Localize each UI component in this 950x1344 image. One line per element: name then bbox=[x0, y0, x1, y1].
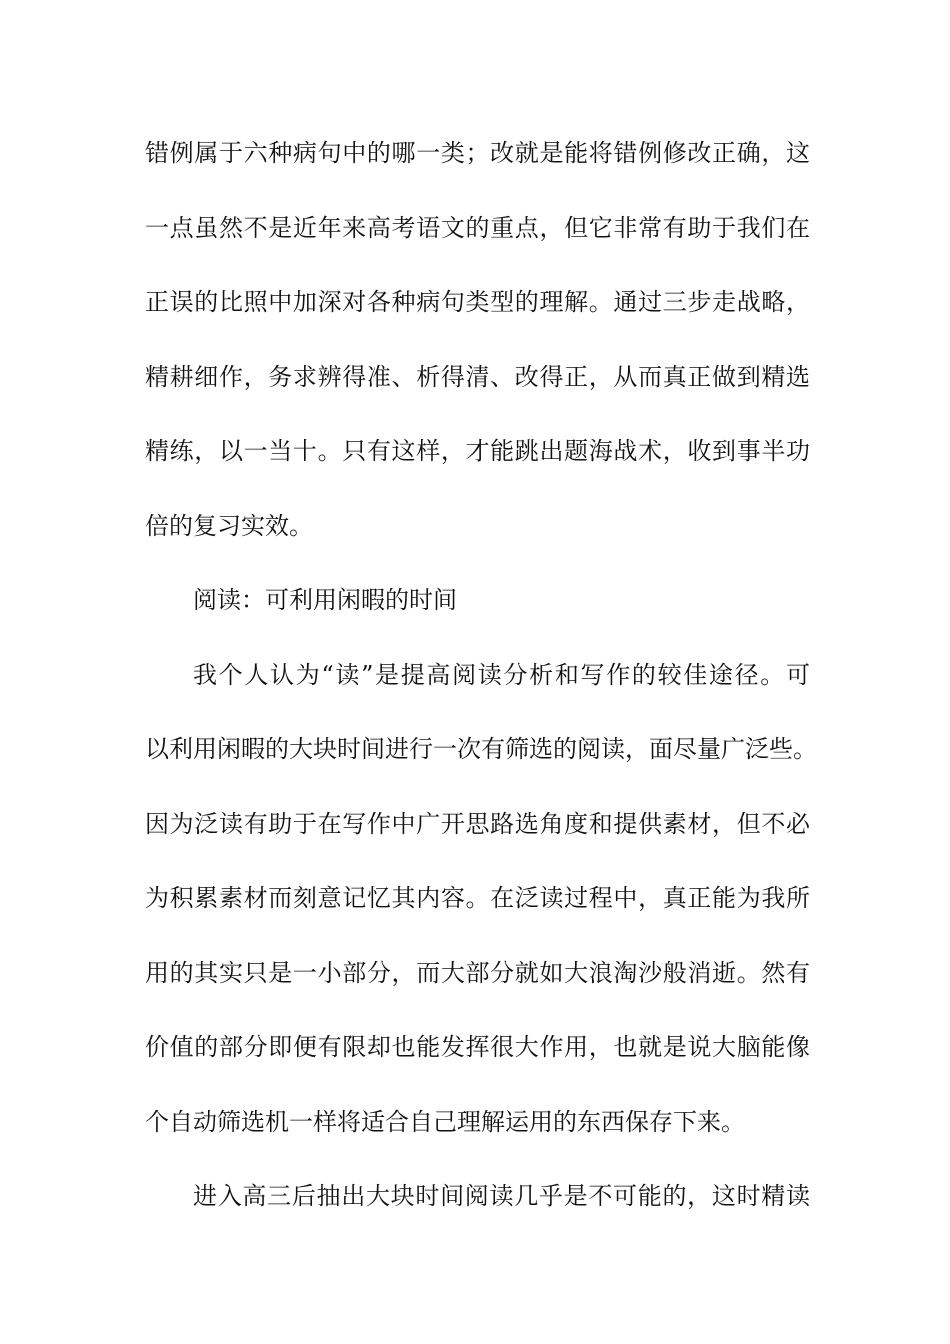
text-line: 精耕细作，务求辨得准、析得清、改得正，从而真正做到精选 bbox=[145, 362, 810, 391]
text-line: 以利用闲暇的大块时间进行一次有筛选的阅读，面尽量广泛些。 bbox=[145, 735, 817, 763]
text-line: 精练，以一当十。只有这样，才能跳出题海战术，收到事半功 bbox=[145, 437, 810, 465]
text-line: 正误的比照中加深对各种病句类型的理解。通过三步走战略， bbox=[145, 288, 810, 316]
text-line: 为积累素材而刻意记忆其内容。在泛读过程中，真正能为我所 bbox=[145, 884, 810, 912]
text-line: 我个人认为“读”是提高阅读分析和写作的较佳途径。可 bbox=[193, 660, 810, 689]
text-line: 一点虽然不是近年来高考语文的重点，但它非常有助于我们在 bbox=[145, 213, 810, 242]
text-line: 错例属于六种病句中的哪一类；改就是能将错例修改正确，这 bbox=[145, 139, 810, 167]
text-line: 倍的复习实效。 bbox=[145, 511, 313, 540]
body-text bbox=[145, 128, 817, 1246]
text-line: 价值的部分即便有限却也能发挥很大作用，也就是说大脑能像 bbox=[145, 1033, 810, 1061]
text-line: 个自动筛选机一样将适合自己理解运用的东西保存下来。 bbox=[145, 1107, 745, 1136]
text-line: 用的其实只是一小部分，而大部分就如大浪淘沙般消逝。然有 bbox=[145, 958, 810, 987]
text-line: 因为泛读有助于在写作中广开思路选角度和提供素材，但不必 bbox=[145, 809, 810, 838]
text-line: 进入高三后抽出大块时间阅读几乎是不可能的，这时精读 bbox=[193, 1182, 810, 1210]
section-heading: 阅读：可利用闲暇的时间 bbox=[193, 586, 457, 614]
